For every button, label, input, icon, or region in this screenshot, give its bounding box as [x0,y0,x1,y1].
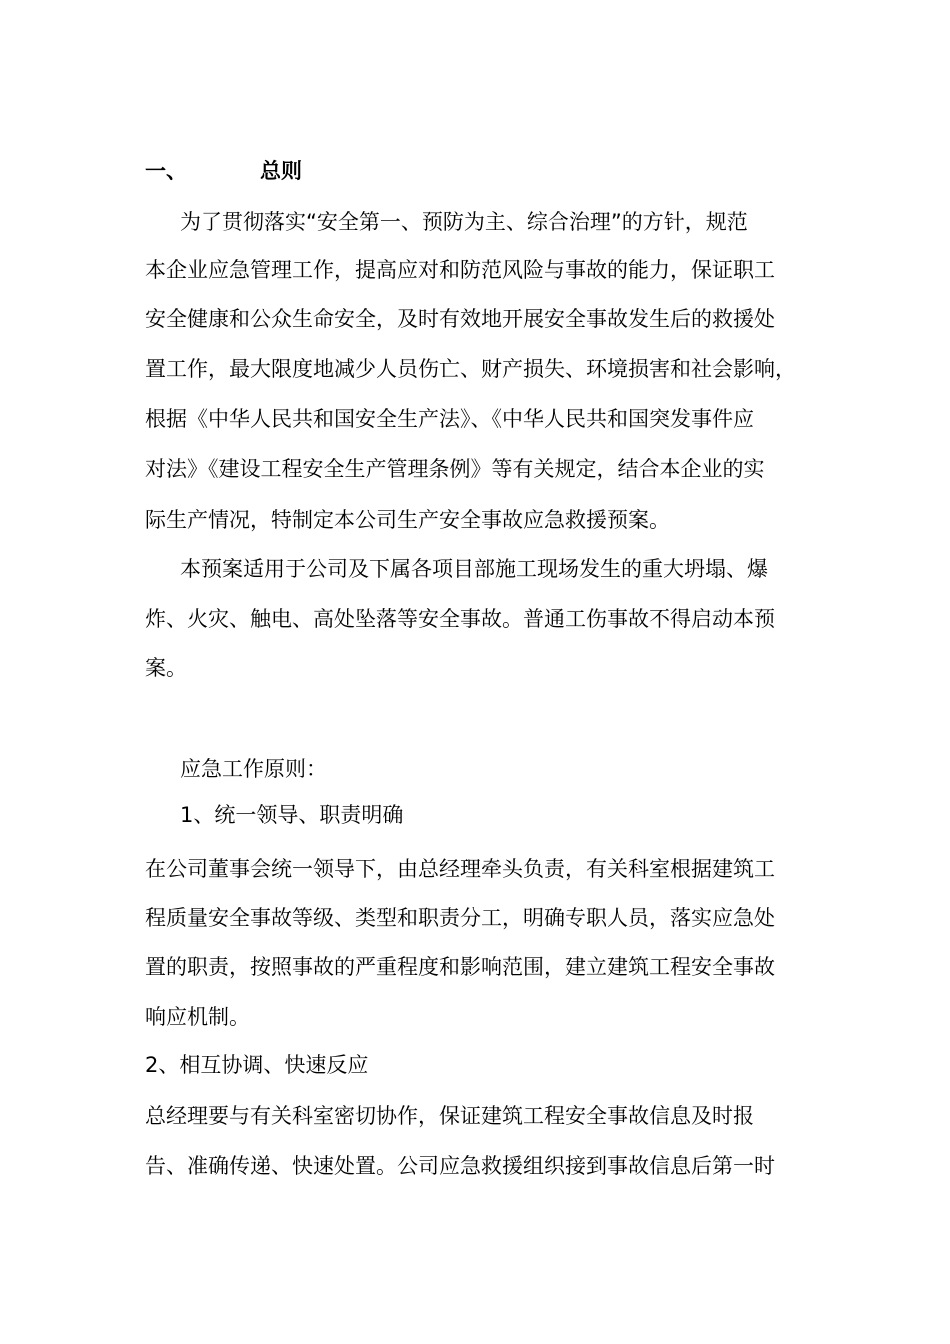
section-title: 总则 [260,159,302,183]
text-line: 际生产情况，特制定本公司生产安全事故应急救援预案。 [145,508,670,532]
text-line: 本预案适用于公司及下属各项目部施工现场发生的重大坍塌、爆 [180,557,768,581]
text-line: 程质量安全事故等级、类型和职责分工，明确专职人员，落实应急处 [145,906,775,930]
principles-heading: 应急工作原则： [180,757,327,781]
text-line: 根据《中华人民共和国安全生产法》、《中华人民共和国突发事件应 [145,407,754,431]
text-line: 在公司董事会统一领导下，由总经理牵头负责，有关科室根据建筑工 [145,857,775,881]
principle-1-title: 1、统一领导、职责明确 [180,803,404,827]
text-line: 案。 [145,656,187,680]
text-line: 告、准确传递、快速处置。公司应急救援组织接到事故信息后第一时 [145,1154,775,1178]
text-line: 为了贯彻落实“安全第一、预防为主、综合治理”的方针，规范 [180,210,748,234]
text-line: 置工作，最大限度地减少人员伤亡、财产损失、环境损害和社会影响， [145,357,796,381]
text-line: 炸、火灾、触电、高处坠落等安全事故。普通工伤事故不得启动本预 [145,607,775,631]
text-line: 本企业应急管理工作，提高应对和防范风险与事故的能力，保证职工 [145,258,775,282]
principle-2-title: 2、相互协调、快速反应 [145,1053,369,1077]
section-number: 一、 [145,159,187,183]
text-line: 总经理要与有关科室密切协作，保证建筑工程安全事故信息及时报 [145,1104,754,1128]
text-line: 置的职责，按照事故的严重程度和影响范围，建立建筑工程安全事故 [145,955,775,979]
text-line: 安全健康和公众生命安全，及时有效地开展安全事故发生后的救援处 [145,307,775,331]
text-line: 响应机制。 [145,1005,250,1029]
text-line: 对法》《建设工程安全生产管理条例》等有关规定，结合本企业的实 [145,457,765,481]
